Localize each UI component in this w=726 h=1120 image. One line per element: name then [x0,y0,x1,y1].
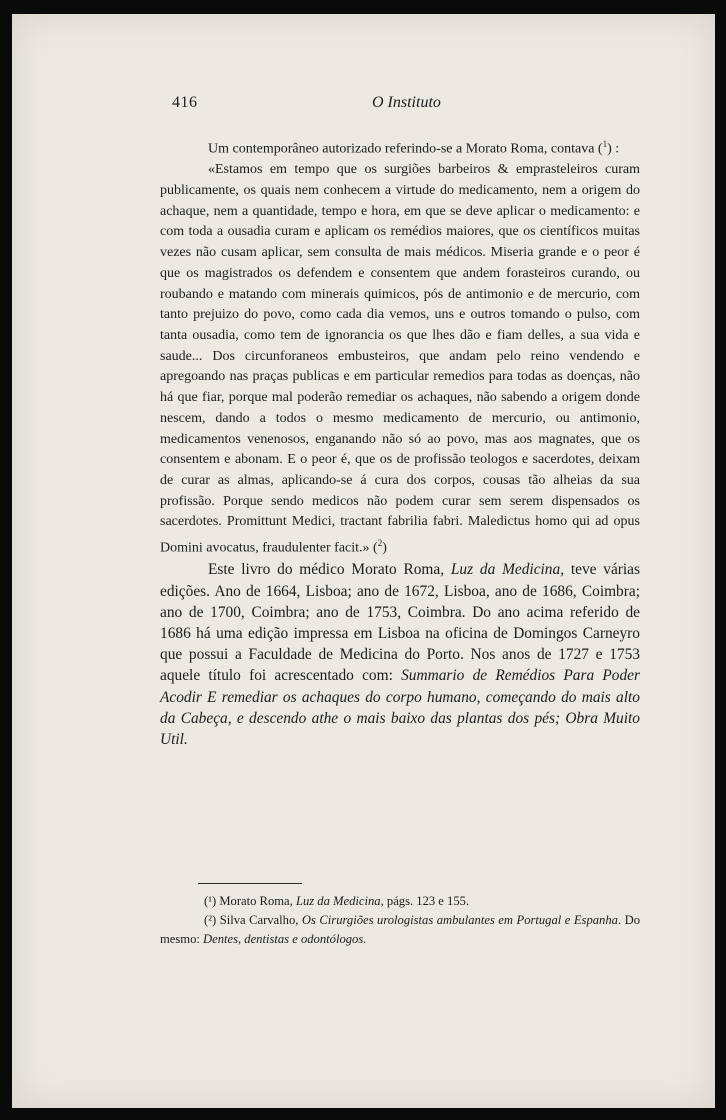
footnote-ref-2: 2 [377,538,383,549]
footnote-1 [160,892,640,911]
footnote-2-title2: Dentes, dentistas e odontólogos. [203,932,367,946]
running-title: O Instituto [372,94,441,111]
footnote-1-pages: , págs. 123 e 155. [380,894,470,908]
footnote-ref-1: 1 [602,139,608,149]
commentary-text-mid: , teve várias edições. Ano de 1664, Lisboa; ano de 1672, Lisboa, ano de 1686, Coimbra; ano de 1700, Coimbra; ano de 1753, Coimbra. Do ano acima referido de 1686 há uma edição impressa em Lisboa na oficina de Domingos Carneyro que possui a Faculdade de Medicina do Porto. Nos anos de 1727 e 1753 aquele título foi acrescentado com: [160,561,640,685]
footnote-2-text: Silva Carvalho, [219,913,302,927]
footnote-2-title: Os Cirurgiões urologistas ambulantes em Portugal e Espanha [301,913,618,927]
footnote-divider [198,883,302,884]
intro-text-end: ) : [607,141,620,157]
footnote-2-text-mid: . Do mesmo: [160,913,640,946]
book-title: Luz da Medicina [450,561,561,579]
footnotes [160,892,640,949]
intro-paragraph [160,134,640,160]
footnote-2 [160,911,640,949]
commentary-paragraph [160,559,640,750]
intro-text: Um contemporâneo autorizado referindo-se a Morato Roma, contava ( [208,141,603,157]
commentary-text-start: Este livro do médico Morato Roma, [208,561,451,579]
quote-paragraph [160,160,640,559]
footnote-1-text: Morato Roma, [219,894,296,908]
quote-text: «Estamos em tempo que os surgiões barbeiros & emprasteleiros curam publicamente, os quais nem conhecem a virtude do medicamento, nem a origem do achaque, nem a quantidade, tempo e hora, em que se deve aplicar o medicamento: e com toda a ousadia curam e aplicam os remédios maiores, que os científicos muitas vezes não cusam aplicar, sem consulta de mais médicos. Miseria grande e o peor é que os magistrados os defendem e consentem que andem forasteiros curando, ou roubando e matando com minerais quimicos, pós de antimonio e de mercurio, com tanto prejuizo do povo, como cada dia vemos, uns e outros tomando o pulso, com tanta ousadia, como tem de ignorancia os que lhes dão e fiam delles, a sua vida e saude... Dos circunforaneos embusteiros, que andam pelo reino vendendo e apregoando nas praças publicas e em particular remedios para todas as doenças, não há que fiar, porque mal poderão remediar os achaques, não sabendo a origem donde nescem, dando a todos o mesmo medicamento de mercurio, ou antimonio, medicamentos venenosos, enganando não só ao povo, mas aos magnates, que os consentem e abonam. E o peor é, que os de profissão teologos e sacerdotes, deixam de curar as almas, aplicando-se á cura dos corpos, cousas tão alheias da sua profissão. Porque sendo medicos não podem curar sem serem dispensados os sacerdotes. Promittunt Medici, tractant fabrilia fabri. Maledictus homo qui ad opus Domini avocatus, fraudulenter facit.» ( [160,162,640,556]
footnote-2-mark: (²) [204,913,217,927]
page-number: 416 [172,94,198,111]
quote-text-end: ) [382,540,387,556]
book-subtitle: Summario de Remédios Para Poder Acodir E remediar os achaques do corpo humano, começando do mais alto da Cabeça, e descendo athe o mais baixo das plantas dos pés; Obra Muito Util. [160,667,641,748]
footnote-1-title: Luz da Medicina [295,894,381,908]
footnote-1-mark: (¹) [204,894,217,908]
page-body [160,134,640,750]
